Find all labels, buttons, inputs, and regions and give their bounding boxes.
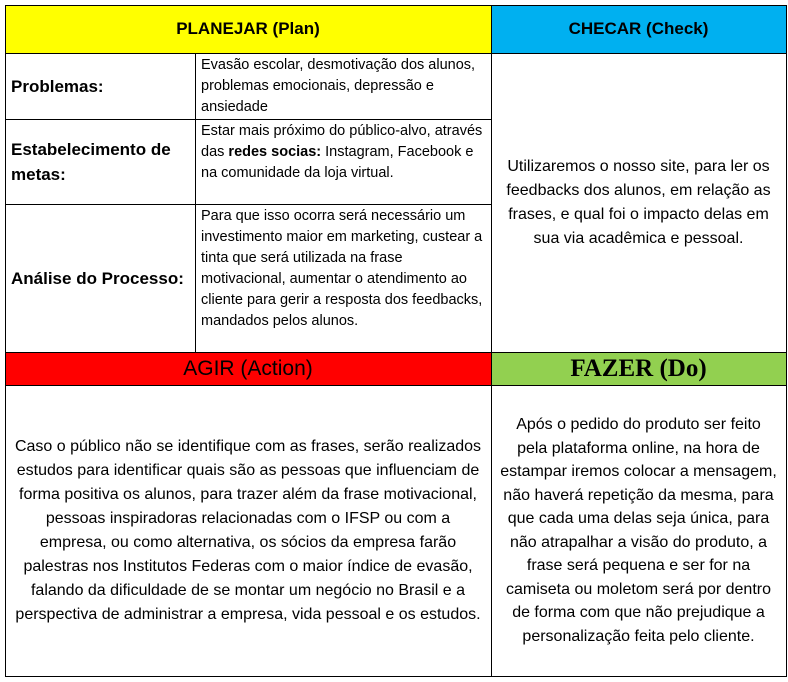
goals-text-after: Instagram, Facebook e na comunidade da loja virtual. [201,144,474,181]
act-header-text: AGIR (Action) [183,357,313,380]
table-border-left [5,5,6,677]
problems-text: Evasão escolar, desmotivação dos alunos, problemas emocionais, depressão e ansiedade [201,57,476,115]
label-column-divider [195,53,196,353]
center-divider [491,5,492,677]
problems-label-text: Problemas: [11,76,104,96]
check-text: Utilizaremos o nosso site, para ler os feedbacks dos alunos, em relação as frases, e qual foi o impacto delas em sua via acadêmica e pessoal. [506,158,771,247]
goals-label [5,119,195,204]
goals-text-before: Estar mais próximo do público-alvo, através das [201,123,483,160]
process-analysis-label [5,204,195,353]
goals-label-text: Estabelecimento de metas: [11,139,171,184]
table-border-top [5,5,786,6]
act-text: Caso o público não se identifique com as frases, serão realizados estudos para identificar quais são as pessoas que influenciam de forma positiva os alunos, para trazer além da frase motivacional, pessoas inspiradoras relacionadas com o IFSP ou com a empresa, ou como alternativa, os sócios da empresa farão palestras nos Institutos Federas com o maior índice de evasão, falando da dificuldade de se montar um negócio no Brasil e a perspectiva de administrar a empresa, vida pessoal e os estudos. [14,437,482,623]
lower-header-divider [5,385,786,386]
check-body [491,53,786,353]
table-border-right [786,5,787,677]
plan-header-text: PLANEJAR (Plan) [176,19,320,38]
do-header [491,353,786,385]
header-divider [5,53,786,54]
mid-divider [5,352,786,353]
do-text: Após o pedido do produto ser feito pela plataforma online, na hora de estampar iremos colocar a mensagem, não haverá repetição da mesma, para que cada uma delas seja única, para não atrapalhar a visão do produto, a frase será pequena e ser for na camiseta ou moletom será por dentro de forma com que não prejudique a personalização feita pelo cliente. [500,416,777,645]
check-header-text: CHECAR (Check) [568,19,709,38]
row-divider-2 [5,204,491,205]
table-border-bottom [5,676,786,677]
act-header [5,353,491,385]
goals-text [196,119,491,204]
do-body [491,385,786,676]
process-analysis-text: Para que isso ocorra será necessário um investimento maior em marketing, custear a tinta que será utilizada na frase motivacional, aumentar o atendimento ao cliente para gerir a resposta dos feedbacks, mandados pelos alunos. [201,208,483,329]
process-analysis-label-text: Análise do Processo: [11,269,184,288]
goals-text-bold: redes socias: [228,144,322,160]
check-header [491,5,786,53]
row-divider-1 [5,119,491,120]
plan-header [5,5,491,53]
act-body [5,385,491,676]
problems-label [5,53,195,119]
do-header-text: FAZER (Do) [570,355,707,382]
